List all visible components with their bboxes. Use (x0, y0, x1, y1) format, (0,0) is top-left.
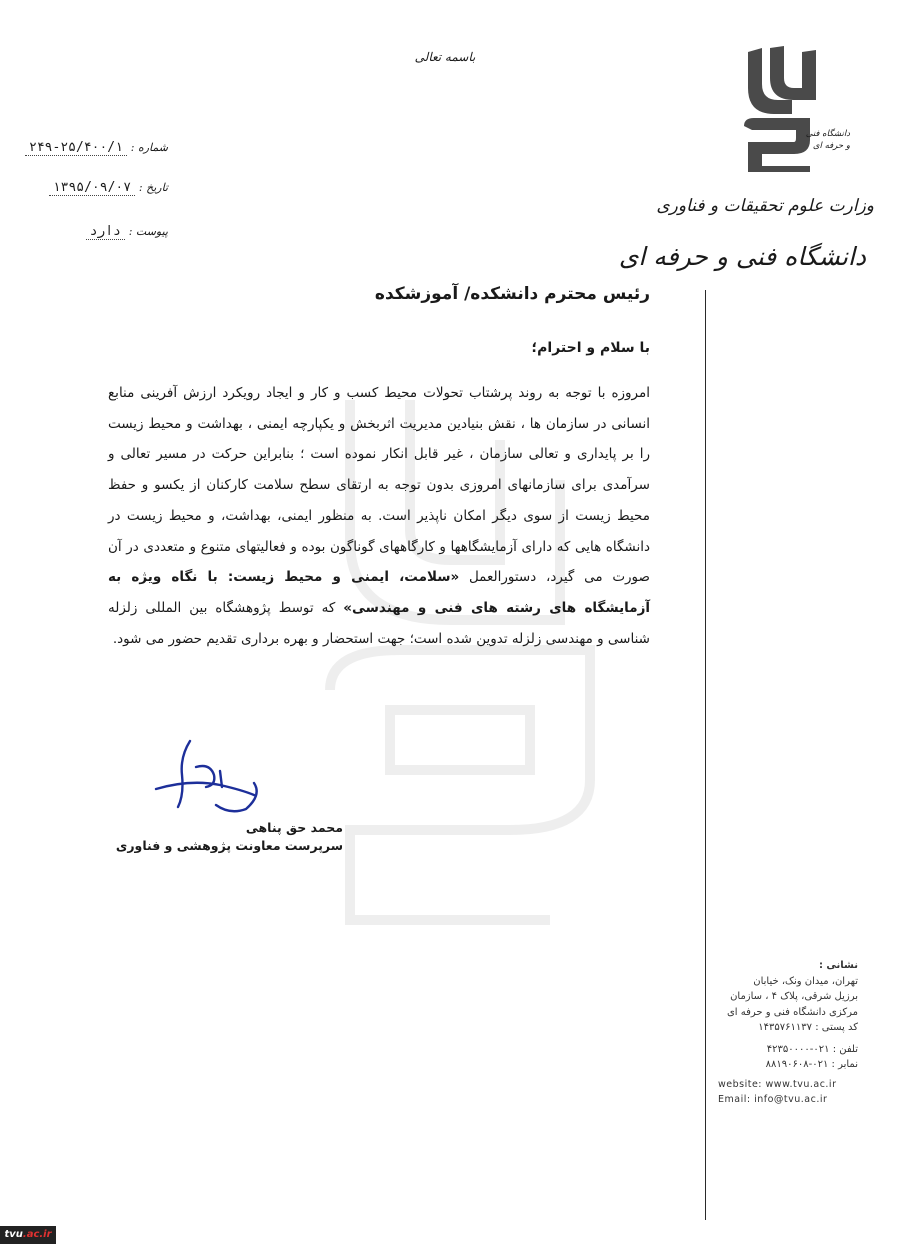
body-highlight-title: «سلامت، ایمنی و محیط زیست: با نگاه ویژه به آزمایشگاه های رشته های فنی و مهندسی» (108, 569, 650, 616)
vertical-divider (705, 290, 706, 1220)
tvu-watermark-badge (0, 1226, 56, 1244)
email-link[interactable]: Email: info@tvu.ac.ir (718, 1094, 828, 1105)
fax-label: نمابر : (831, 1059, 858, 1070)
date-label: تاریخ : (138, 181, 168, 194)
attachment-label: پیوست : (128, 225, 168, 238)
postal-label: کد پستی : (815, 1022, 858, 1033)
fax-value: ۰۲۱-۸۸۱۹۰۶۰۸ (765, 1059, 829, 1070)
address-label: نشانی : (818, 960, 858, 971)
phone-row (718, 1042, 858, 1058)
address-line-1: تهران، میدان ونک، خیابان (753, 975, 858, 987)
letter-attachment-row (86, 224, 168, 239)
address-line-2: برزیل شرقی، پلاک ۴ ، سازمان (730, 991, 858, 1002)
badge-prefix: tvu (4, 1229, 23, 1240)
logo-caption: دانشگاه فنی و حرفه ای (805, 129, 850, 151)
badge-suffix: .ac.ir (22, 1229, 52, 1240)
number-label: شماره : (130, 141, 168, 154)
letter-date-row (49, 180, 168, 195)
university-name: دانشگاه فنی و حرفه ای (618, 242, 866, 271)
bismillah-heading: باسمه تعالی (414, 50, 476, 64)
attachment-value: دارد (86, 224, 125, 240)
postal-value: ۱۴۳۵۷۶۱۱۳۷ (758, 1022, 813, 1033)
body-text-2: که توسط پژوهشگاه بین المللی زلزله شناسی و مهندسی زلزله تدوین شده است؛ جهت استحضار و بهره برداری تقدیم حضور می شود. (108, 599, 650, 647)
address-line-3: مرکزی دانشگاه فنی و حرفه ای (726, 1006, 858, 1018)
greeting: با سلام و احترام؛ (531, 340, 650, 356)
date-value: ۱۳۹۵/۰۹/۰۷ (49, 180, 135, 196)
university-logo-icon (740, 44, 852, 174)
fax-row (718, 1057, 858, 1073)
signatory-title: سرپرست معاونت پژوهشی و فناوری (115, 838, 343, 853)
body-text-1: امروزه با توجه به روند پرشتاب تحولات محیط کسب و کار و ایجاد رویکرد ارزش آفرینی منابع انسانی در سازمان ها ، نقش بنیادین مدیریت اثربخش و یکپارچه ایمنی ، بهداشت و محیط زیست را بر پایداری و تعالی سازمان ، غیر قابل انکار نموده است ؛ بنابراین حرکت در مسیر تعالی و سرآمدی برای سازمانهای امروزی بدون توجه به ارتقای سطح سلامت کارکنان از یکسو و حفظ محیط زیست از سوی دیگر امکان ناپذیر است. به منظور ایمنی، بهداشت، و محیط زیست در دانشگاه هایی که دارای آزمایشگاهها و کارگاههای گوناگون بوده و فعالیتهای متنوع و متعددی در آن صورت می گیرد، دستورالعمل (108, 385, 650, 586)
postal-code-row (718, 1020, 858, 1036)
website-link[interactable]: website: www.tvu.ac.ir (718, 1078, 837, 1090)
letter-number-row (25, 140, 168, 155)
number-value: ۲۵/۴۰۰/۱-۲۴۹ (25, 140, 127, 156)
address-block (718, 958, 858, 1108)
letter-body (108, 378, 650, 654)
ministry-name: وزارت علوم تحقیقات و فناوری (656, 196, 874, 216)
signatory-name: محمد حق پناهی (245, 820, 343, 835)
phone-value: ۰۲۱-۴۲۳۵۰۰۰۰ (766, 1043, 830, 1055)
handwritten-signature-icon (150, 735, 270, 815)
addressee: رئیس محترم دانشکده/ آموزشکده (374, 284, 650, 304)
phone-label: تلفن : (832, 1043, 858, 1055)
